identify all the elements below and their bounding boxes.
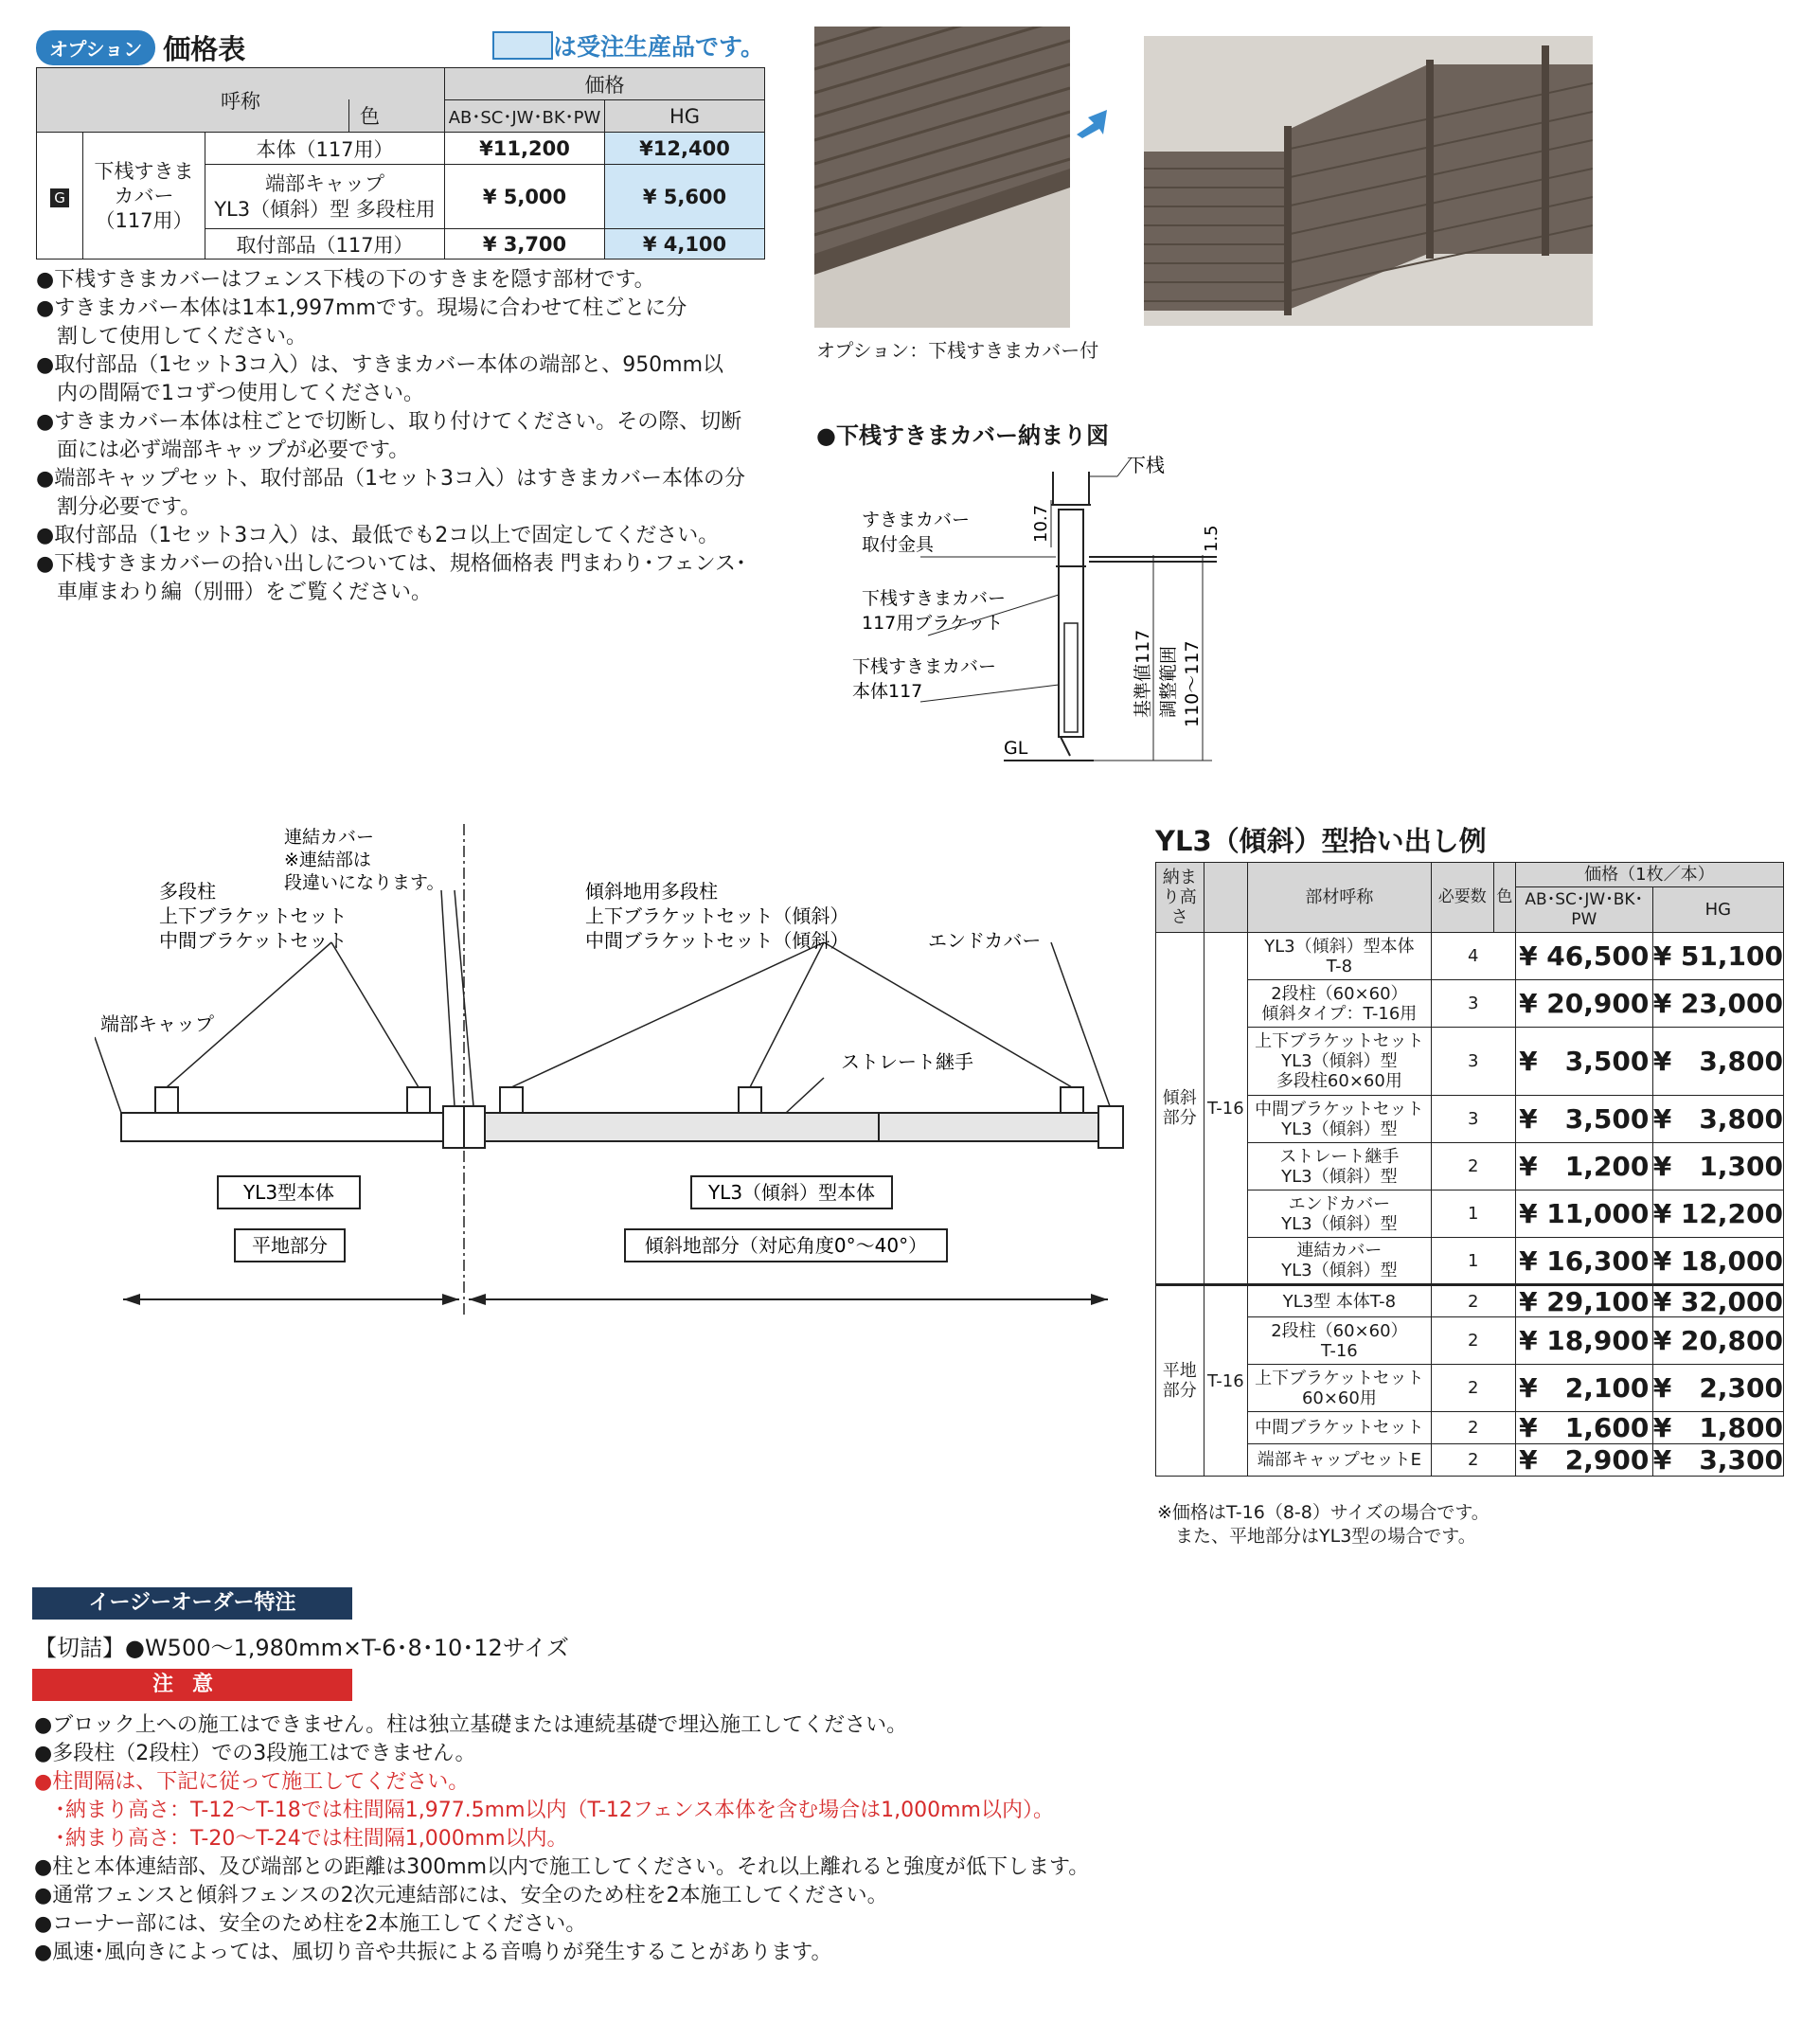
note-line: ●すきまカバー本体は柱ごとで切断し、取り付けてください。その際、切断 <box>36 410 742 434</box>
label-cover-fit2: 取付金具 <box>862 534 935 555</box>
price-1: ¥ 1,200 <box>1515 1143 1652 1191</box>
part-name: ストレート継手 YL3（傾斜）型 <box>1248 1143 1431 1191</box>
example-title: YL3（傾斜）型拾い出し例 <box>1155 825 1487 857</box>
note-line: ●取付部品（1セット3コ入）は、最低でも2コ以上で固定してください。 <box>36 524 720 547</box>
legend-swatch <box>492 31 553 60</box>
header-name: 呼称 <box>37 68 445 133</box>
dim-1-5: 1.5 <box>1202 525 1222 552</box>
header-price: 価格（1枚／本） <box>1515 863 1783 887</box>
dim-range: 110～117 <box>1182 640 1203 727</box>
part-name: YL3（傾斜）型本体 T-8 <box>1248 933 1431 980</box>
price-1: ¥ 29,100 <box>1515 1285 1652 1317</box>
section-detail-drawing <box>852 453 1231 775</box>
price-1: ¥ 1,600 <box>1515 1412 1652 1444</box>
header-color: 色 <box>1493 863 1515 933</box>
price-2: ¥ 20,800 <box>1652 1317 1783 1365</box>
part-name: エンドカバー YL3（傾斜）型 <box>1248 1191 1431 1238</box>
dim-10-7: 10.7 <box>1031 504 1051 543</box>
row-price-1: ¥11,200 <box>445 133 605 165</box>
pointer-arrow-icon <box>1075 108 1109 140</box>
color-divider <box>348 99 349 132</box>
part-name: YL3型 本体T-8 <box>1248 1285 1431 1317</box>
label-gl: GL <box>1004 738 1028 759</box>
price-2: ¥ 1,300 <box>1652 1143 1783 1191</box>
example-note-1: ※価格はT-16（8-8）サイズの場合です。 <box>1157 1502 1490 1523</box>
header-qty: 必要数 <box>1431 863 1493 933</box>
label-tadan2: 上下ブラケットセット <box>159 904 348 927</box>
price-table-title: 価格表 <box>163 33 246 65</box>
qty: 3 <box>1431 1028 1515 1096</box>
caution-line: ●柱と本体連結部、及び端部との距離は300mm以内で施工してください。それ以上離れると強度が低下します。 <box>34 1855 1090 1879</box>
note-line: ●すきまカバー本体は1本1,997mmです。現場に合わせて柱ごとに分 <box>36 296 687 320</box>
caution-bar: 注意 <box>32 1669 352 1701</box>
easy-order-bar: イージーオーダー特注 <box>32 1587 352 1620</box>
label-straight: ストレート継手 <box>841 1050 973 1073</box>
header-height: 納まり高さ <box>1156 863 1204 933</box>
example-group-flat <box>1156 1285 1784 1477</box>
price-2: ¥ 3,300 <box>1652 1444 1783 1476</box>
label-tadan: 多段柱 <box>159 880 216 903</box>
example-note-2: また、平地部分はYL3型の場合です。 <box>1157 1526 1476 1547</box>
label-keisha3: 中間ブラケットセット（傾斜） <box>585 929 849 952</box>
caution-line: ･納まり高さ：T-12～T-18では柱間隔1,977.5mm以内（T-12フェンス本体を含む場合は1,000mm以内）。 <box>34 1799 1054 1822</box>
label-body-keisha: YL3（傾斜）型本体 <box>707 1181 876 1204</box>
row-name: 取付部品（117用） <box>205 229 445 260</box>
note-line: ●端部キャップセット、取付部品（1セット3コ入）はすきまカバー本体の分 <box>36 467 745 491</box>
dim-adjust: 調整範囲 <box>1158 645 1179 718</box>
header-col1: AB･SC･JW･BK･PW <box>1515 887 1652 933</box>
note-line: ●取付部品（1セット3コ入）は、すきまカバー本体の端部と、950mm以 <box>36 353 724 377</box>
part-name: 中間ブラケットセット YL3（傾斜）型 <box>1248 1096 1431 1143</box>
price-1: ¥ 3,500 <box>1515 1028 1652 1096</box>
price-1: ¥ 2,100 <box>1515 1365 1652 1412</box>
price-2: ¥ 3,800 <box>1652 1028 1783 1096</box>
qty: 1 <box>1431 1238 1515 1285</box>
qty: 2 <box>1431 1444 1515 1477</box>
qty: 4 <box>1431 933 1515 980</box>
label-cover-fit: すきまカバー <box>862 510 971 530</box>
price-1: ¥ 46,500 <box>1515 933 1652 980</box>
label-kasan: 下桟 <box>1127 454 1165 476</box>
part-name: 2段柱（60×60） T-16 <box>1248 1317 1431 1365</box>
row-name: 端部キャップ YL3（傾斜）型 多段柱用 <box>205 165 445 229</box>
price-2: ¥ 32,000 <box>1652 1285 1783 1317</box>
label-end-cover: エンドカバー <box>928 929 1042 952</box>
dim-standard: 基準値117 <box>1133 629 1153 718</box>
caution-line: ●風速･風向きによっては、風切り音や共振による音鳴りが発生することがあります。 <box>34 1941 832 1964</box>
caution-line: ●ブロック上への施工はできません。柱は独立基礎または連続基礎で埋込施工してください。 <box>34 1713 908 1737</box>
notes <box>36 266 775 607</box>
caution-line: ●多段柱（2段柱）での3段施工はできません。 <box>34 1742 476 1765</box>
example-table <box>1155 862 1784 1477</box>
note-line: 割分必要です。 <box>36 495 202 519</box>
price-1: ¥ 11,000 <box>1515 1191 1652 1238</box>
price-1: ¥ 16,300 <box>1515 1238 1652 1285</box>
qty: 3 <box>1431 1096 1515 1143</box>
qty: 2 <box>1431 1285 1515 1317</box>
option-badge: オプション <box>36 30 155 65</box>
photo-closeup <box>814 27 1070 328</box>
qty: 1 <box>1431 1191 1515 1238</box>
part-name: 上下ブラケットセット YL3（傾斜）型 多段柱60×60用 <box>1248 1028 1431 1096</box>
label-keisha: 傾斜地用多段柱 <box>585 880 718 903</box>
caution-line: ●柱間隔は、下記に従って施工してください。 <box>34 1770 470 1794</box>
section-detail-title: ●下桟すきまカバー納まり図 <box>816 422 1109 449</box>
label-cap: 端部キャップ <box>100 1012 214 1035</box>
caution-line: ●コーナー部には、安全のため柱を2本施工してください。 <box>34 1912 587 1936</box>
layout-diagram <box>95 824 1136 1316</box>
row-price-1: ¥ 5,000 <box>445 165 605 229</box>
part-name: 連結カバー YL3（傾斜）型 <box>1248 1238 1431 1285</box>
price-2: ¥ 3,800 <box>1652 1096 1783 1143</box>
label-tadan3: 中間ブラケットセット <box>159 929 348 952</box>
header-col2: HG <box>605 100 765 133</box>
easy-order-line: 【切詰】●W500～1,980mm×T-6･8･10･12サイズ <box>34 1635 569 1661</box>
price-2: ¥ 1,800 <box>1652 1412 1783 1443</box>
group-height: T-16 <box>1204 1285 1248 1477</box>
note-line: 面には必ず端部キャップが必要です。 <box>36 439 410 462</box>
note-line: 内の間隔で1コずつ使用してください。 <box>36 382 424 405</box>
row-price-2: ¥12,400 <box>605 133 765 165</box>
option-header <box>36 28 245 67</box>
qty: 2 <box>1431 1143 1515 1191</box>
header-color: 色 <box>360 105 380 128</box>
photo-fence <box>1144 36 1593 326</box>
header-col1: AB･SC･JW･BK･PW <box>445 100 605 133</box>
caution-line: ●通常フェンスと傾斜フェンスの2次元連結部には、安全のため柱を2本施工してください。 <box>34 1884 888 1907</box>
price-1: ¥ 18,900 <box>1515 1317 1652 1365</box>
label-renketsu3: 段違いになります。 <box>284 872 445 893</box>
price-1: ¥ 20,900 <box>1515 980 1652 1028</box>
item-name: 下桟すきまカバー（117用） <box>83 133 205 260</box>
label-body: 下桟すきまカバー <box>852 656 997 677</box>
label-bracket2: 117用ブラケット <box>862 613 1004 634</box>
example-group-slope <box>1156 933 1784 1285</box>
label-flat: 平地部分 <box>252 1234 328 1257</box>
photo-caption: オプション：下桟すきまカバー付 <box>816 339 1099 362</box>
caution-line: ･納まり高さ：T-20～T-24では柱間隔1,000mm以内。 <box>34 1827 568 1851</box>
legend-text: は受注生産品です。 <box>553 33 765 61</box>
price-1: ¥ 3,500 <box>1515 1096 1652 1143</box>
header-col2: HG <box>1652 887 1783 933</box>
row-price-2: ¥ 4,100 <box>605 229 765 260</box>
label-body2: 本体117 <box>852 681 923 702</box>
row-price-1: ¥ 3,700 <box>445 229 605 260</box>
price-2: ¥ 18,000 <box>1652 1238 1783 1285</box>
note-line: ●下桟すきまカバーの拾い出しについては、規格価格表 門まわり･フェンス･ <box>36 552 746 576</box>
note-line: 割して使用してください。 <box>36 325 308 349</box>
label-renketsu2: ※連結部は <box>284 850 371 870</box>
price-1: ¥ 2,900 <box>1515 1444 1652 1477</box>
price-2: ¥ 23,000 <box>1652 980 1783 1028</box>
label-slope: 傾斜地部分（対応角度0°～40°） <box>644 1234 928 1257</box>
caution-list <box>34 1711 1795 1967</box>
part-name: 上下ブラケットセット 60×60用 <box>1248 1365 1431 1412</box>
note-line: 車庫まわり編（別冊）をご覧ください。 <box>36 581 433 604</box>
qty: 2 <box>1431 1317 1515 1365</box>
label-bracket: 下桟すきまカバー <box>862 588 1007 609</box>
price-2: ¥ 51,100 <box>1652 933 1783 980</box>
group-height: T-16 <box>1204 933 1248 1285</box>
price-2: ¥ 12,200 <box>1652 1191 1783 1238</box>
note-line: ●下桟すきまカバーはフェンス下桟の下のすきまを隠す部材です。 <box>36 268 655 292</box>
qty: 2 <box>1431 1365 1515 1412</box>
price-2: ¥ 2,300 <box>1652 1365 1783 1412</box>
price-table <box>36 67 765 260</box>
part-name: 中間ブラケットセット <box>1248 1412 1431 1444</box>
label-renketsu: 連結カバー <box>284 827 375 848</box>
qty: 2 <box>1431 1412 1515 1444</box>
header-price: 価格 <box>445 68 765 100</box>
group-name: 傾斜部分 <box>1156 933 1204 1285</box>
part-name: 端部キャップセットE <box>1248 1444 1431 1477</box>
qty: 3 <box>1431 980 1515 1028</box>
header-part: 部材呼称 <box>1248 863 1431 933</box>
code-cell: G <box>37 133 83 260</box>
label-body-yl3: YL3型本体 <box>242 1181 335 1204</box>
row-name: 本体（117用） <box>205 133 445 165</box>
part-name: 2段柱（60×60） 傾斜タイプ：T-16用 <box>1248 980 1431 1028</box>
row-price-2: ¥ 5,600 <box>605 165 765 229</box>
label-keisha2: 上下ブラケットセット（傾斜） <box>585 904 849 927</box>
group-name: 平地部分 <box>1156 1285 1204 1477</box>
